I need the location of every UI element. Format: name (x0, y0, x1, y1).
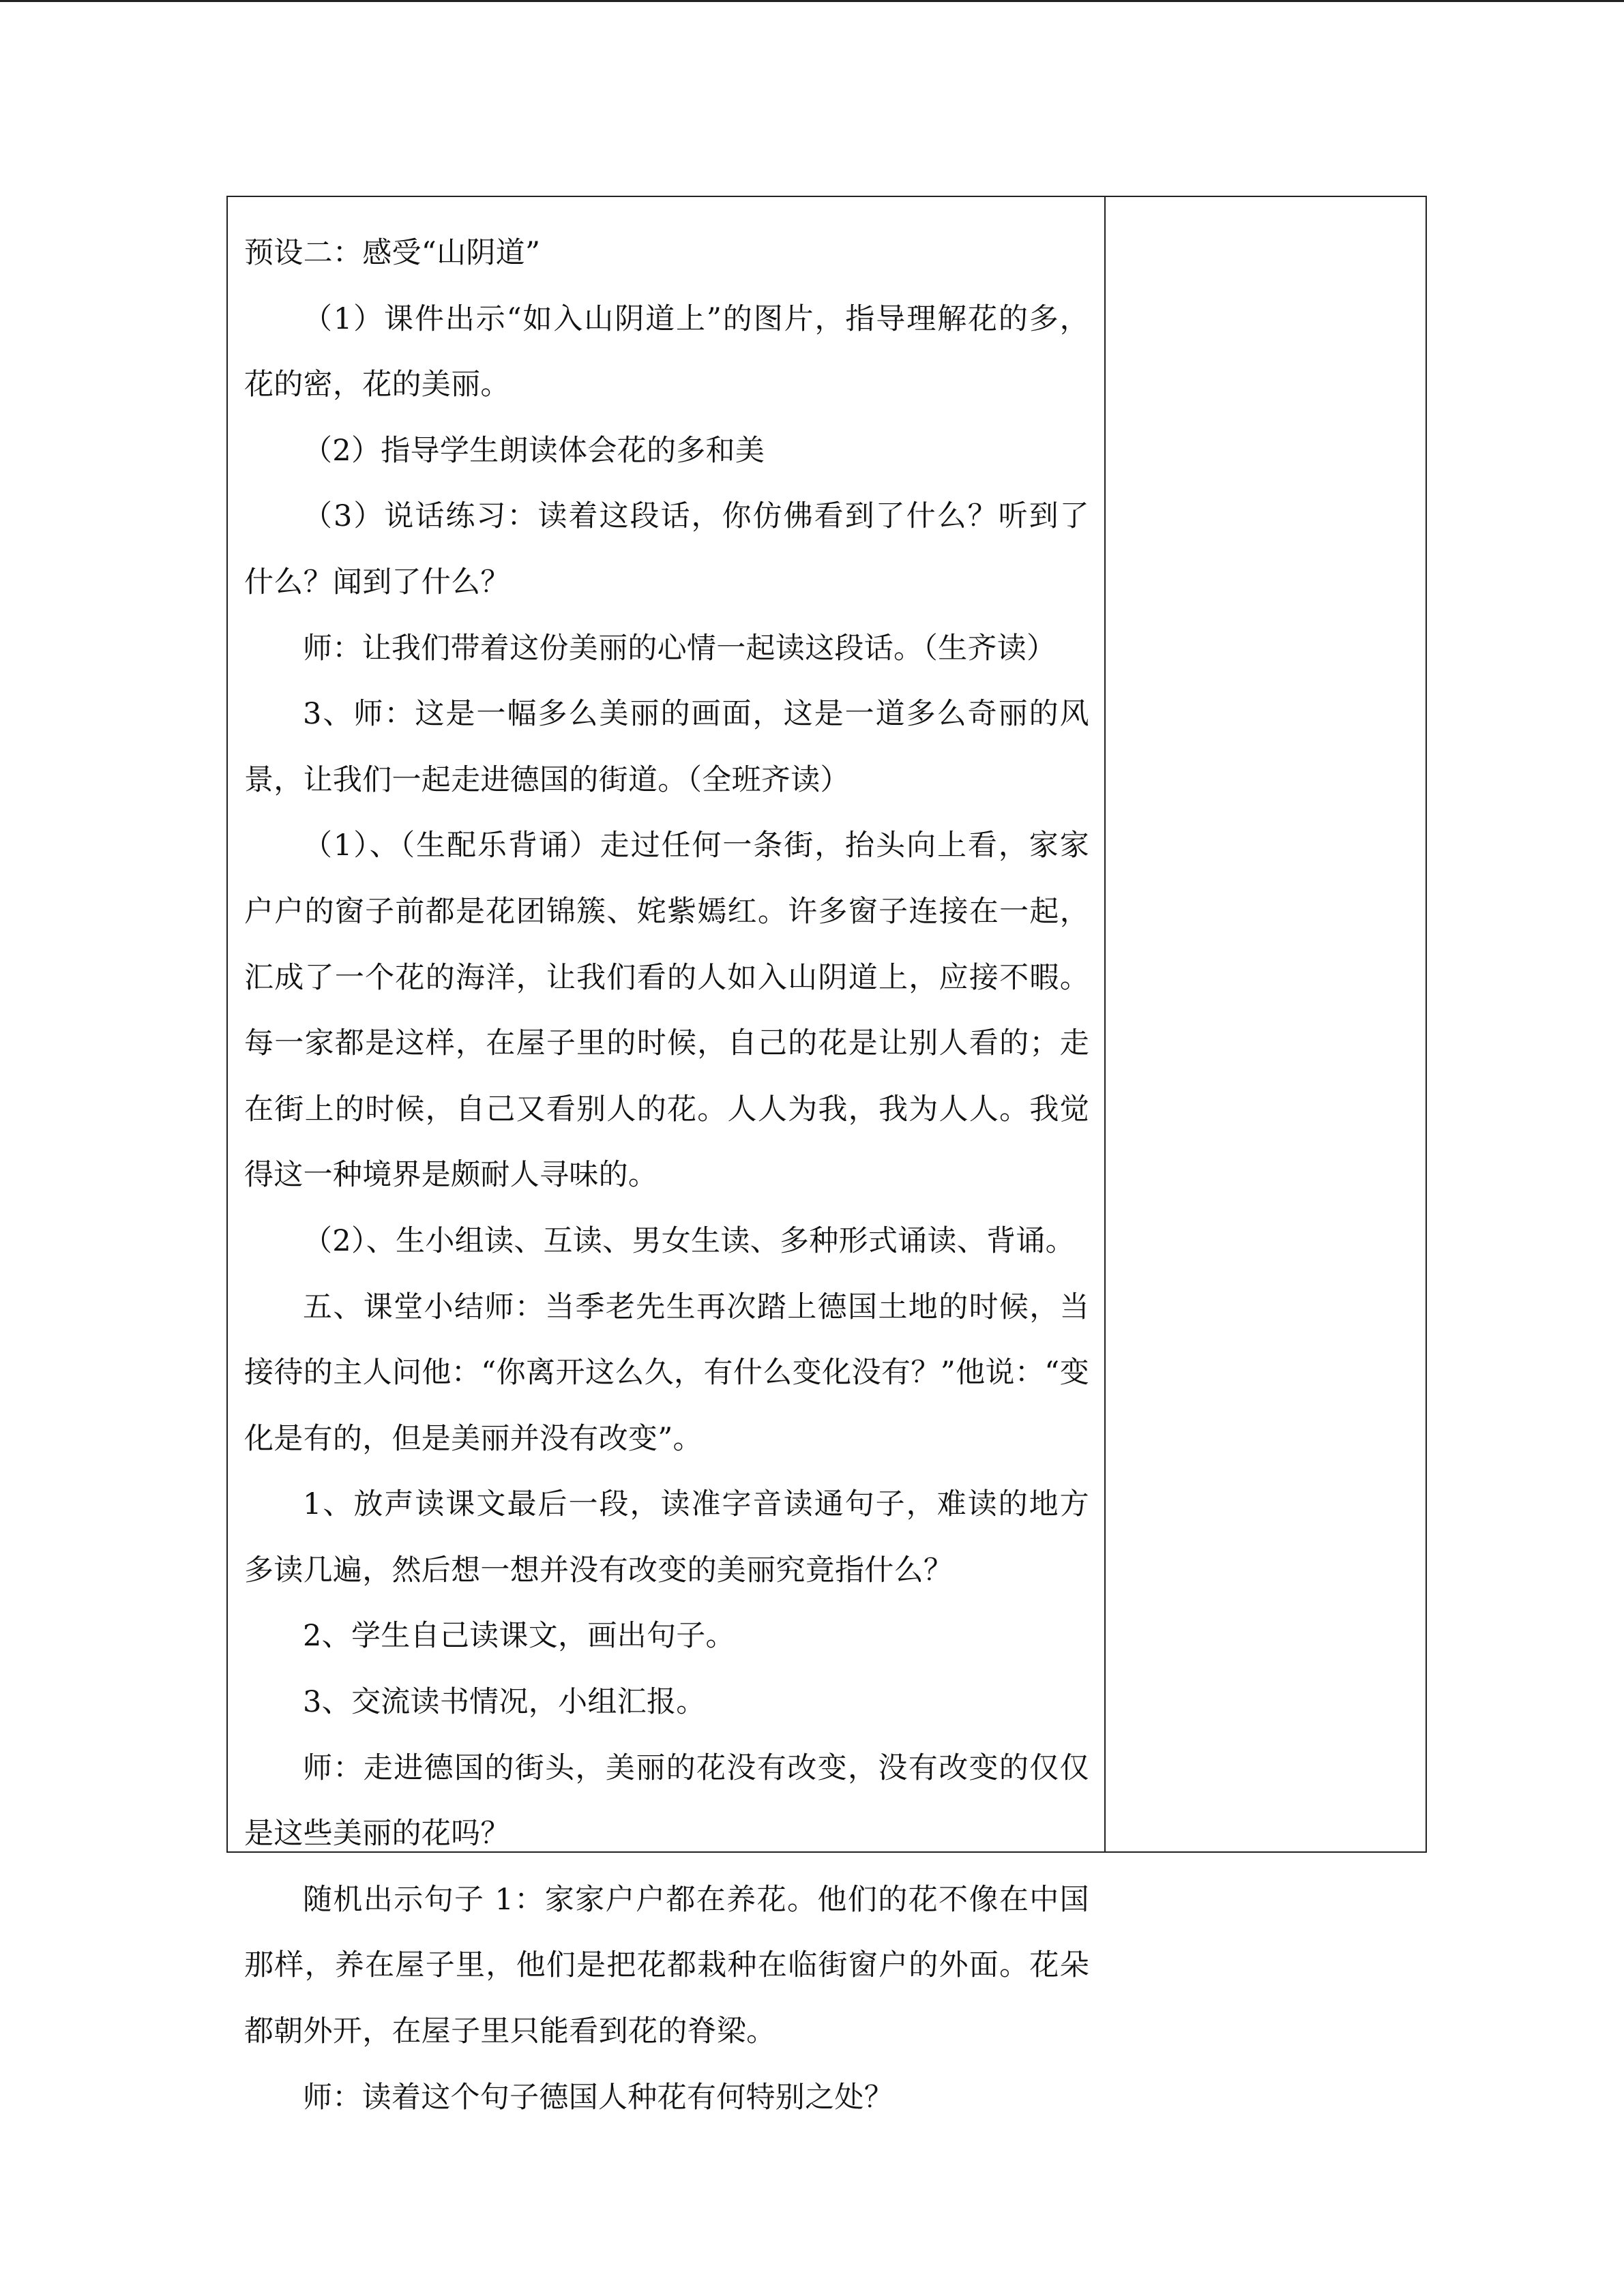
paragraph: （3）说话练习：读着这段话，你仿佛看到了什么？听到了什么？闻到了什么？ (244, 499, 1089, 599)
paragraph: 随机出示句子 1：家家户户都在养花。他们的花不像在中国那样，养在屋子里，他们是把花都栽种在临街窗户的外面。花朵都朝外开，在屋子里只能看到花的脊梁。 (244, 1882, 1089, 2049)
paragraph: （2）、生小组读、互读、男女生读、多种形式诵读、背诵。 (303, 1223, 1075, 1258)
paragraph: 2、学生自己读课文，画出句子。 (303, 1619, 735, 1654)
lesson-content-cell (228, 197, 1106, 2115)
paragraph: 师：让我们带着这份美丽的心情一起读这段话。（生齐读） (303, 631, 1057, 666)
paragraph: 五、课堂小结师：当季老先生再次踏上德国土地的时候，当接待的主人问他：“你离开这么久，有什么变化没有？”他说：“变化是有的，但是美丽并没有改变”。 (244, 1289, 1089, 1456)
paragraph: 师：读着这个句子德国人种花有何特别之处？ (303, 2080, 894, 2115)
page-top-rule (0, 0, 1624, 2)
paragraph: 3、交流读书情况，小组汇报。 (303, 1685, 706, 1720)
lesson-plan-table (226, 196, 1427, 2115)
paragraph: 1、放声读课文最后一段，读准字音读通句子，难读的地方多读几遍，然后想一想并没有改变的美丽究竟指什么？ (244, 1487, 1089, 1587)
paragraph: （1）课件出示“如入山阴道上”的图片，指导理解花的多，花的密，花的美丽。 (244, 301, 1089, 402)
paragraph: 师：走进德国的街头，美丽的花没有改变，没有改变的仅仅是这些美丽的花吗？ (244, 1750, 1089, 1851)
paragraph: 3、师：这是一幅多么美丽的画面，这是一道多么奇丽的风景，让我们一起走进德国的街道。（全班齐读） (244, 697, 1089, 797)
notes-cell (1106, 197, 1426, 1851)
paragraph: （2）指导学生朗读体会花的多和美 (303, 433, 765, 468)
paragraph: （1）、（生配乐背诵）走过任何一条街，抬头向上看，家家户户的窗子前都是花团锦簇、姹紫嫣红。许多窗子连接在一起，汇成了一个花的海洋，让我们看的人如入山阴道上，应接不暇。每一家都是这样，在屋子里的时候，自己的花是让别人看的；走在街上的时候，自己又看别人的花。人人为我，我为人人。我觉得这一种境界是颇耐人寻味的。 (244, 829, 1089, 1193)
paragraph: 预设二：感受“山阴道” (244, 236, 541, 270)
